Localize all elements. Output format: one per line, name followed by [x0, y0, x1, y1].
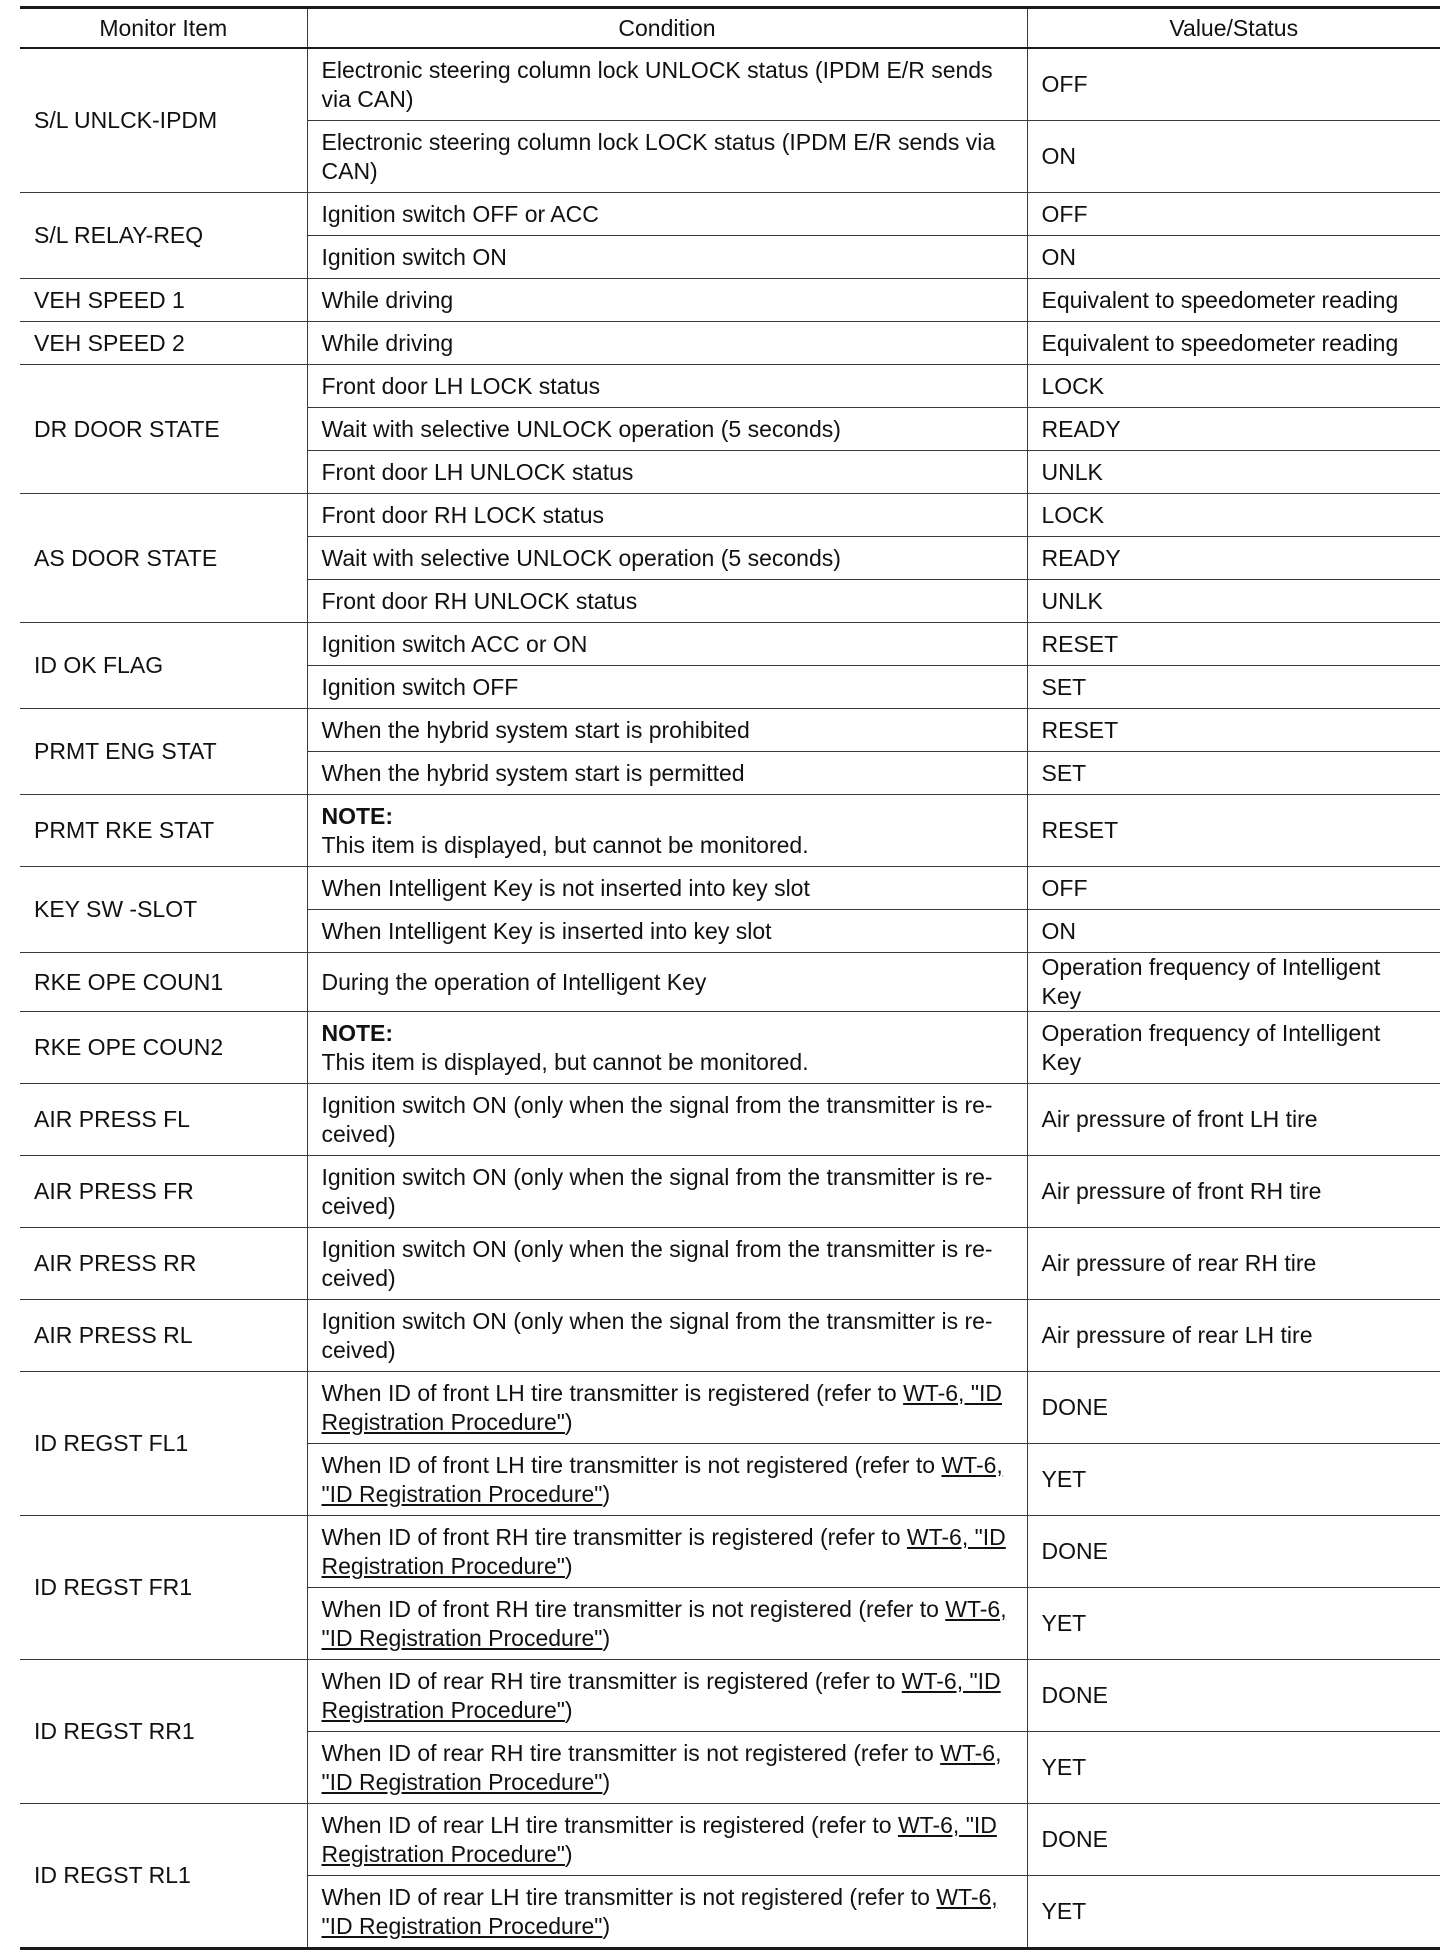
- condition-cell: When the hybrid system start is prohibited: [307, 709, 1027, 752]
- condition-text: When ID of front RH tire transmitter is not registered (refer to: [321, 1595, 939, 1622]
- monitor-item-cell: KEY SW -SLOT: [20, 867, 307, 953]
- value-cell: READY: [1027, 537, 1440, 580]
- note-text: This item is displayed, but cannot be monitored.: [321, 1048, 809, 1075]
- value-cell: UNLK: [1027, 451, 1440, 494]
- condition-cell: When ID of rear LH tire transmitter is registered (refer to WT-6, "ID Registration Procedure"): [307, 1804, 1027, 1876]
- condition-cell: When ID of rear RH tire transmitter is registered (refer to WT-6, "ID Registration Procedure"): [307, 1660, 1027, 1732]
- condition-text: When ID of front RH tire transmitter is registered (refer to: [321, 1523, 901, 1550]
- condition-text: When ID of front LH tire transmitter is not registered (refer to: [321, 1451, 936, 1478]
- header-value-status: Value/Status: [1027, 8, 1440, 49]
- condition-cell: When ID of front LH tire transmitter is registered (refer to WT-6, "ID Registration Procedure"): [307, 1372, 1027, 1444]
- condition-cell: Ignition switch ON (only when the signal from the transmitter is re-ceived): [307, 1084, 1027, 1156]
- note-label: NOTE:: [321, 802, 394, 829]
- value-cell: ON: [1027, 121, 1440, 193]
- value-cell: SET: [1027, 752, 1440, 795]
- condition-cell: Ignition switch OFF: [307, 666, 1027, 709]
- value-cell: Air pressure of rear RH tire: [1027, 1228, 1440, 1300]
- table-row: [20, 1156, 1440, 1228]
- wt6-reference-link[interactable]: WT-6, "ID Registration Procedure": [321, 1523, 1006, 1579]
- value-cell: YET: [1027, 1876, 1440, 1949]
- value-cell: LOCK: [1027, 365, 1440, 408]
- monitor-item-cell: AS DOOR STATE: [20, 494, 307, 623]
- condition-cell: Ignition switch ON (only when the signal from the transmitter is re-ceived): [307, 1228, 1027, 1300]
- value-cell: ON: [1027, 910, 1440, 953]
- condition-cell: Front door RH UNLOCK status: [307, 580, 1027, 623]
- monitor-item-cell: ID REGST RR1: [20, 1660, 307, 1804]
- value-cell: DONE: [1027, 1804, 1440, 1876]
- monitor-item-cell: AIR PRESS RR: [20, 1228, 307, 1300]
- table-row: [20, 623, 1440, 666]
- condition-cell: While driving: [307, 322, 1027, 365]
- value-cell: RESET: [1027, 623, 1440, 666]
- table-row: [20, 1084, 1440, 1156]
- table-row: [20, 1804, 1440, 1876]
- monitor-item-cell: PRMT ENG STAT: [20, 709, 307, 795]
- condition-text: When ID of rear LH tire transmitter is not registered (refer to: [321, 1883, 930, 1910]
- header-condition: Condition: [307, 8, 1027, 49]
- condition-cell: When ID of rear RH tire transmitter is not registered (refer to WT-6, "ID Registration Procedure"): [307, 1732, 1027, 1804]
- value-cell: Air pressure of rear LH tire: [1027, 1300, 1440, 1372]
- table-row: [20, 709, 1440, 752]
- condition-cell: Front door RH LOCK status: [307, 494, 1027, 537]
- condition-cell: Front door LH LOCK status: [307, 365, 1027, 408]
- value-cell: OFF: [1027, 48, 1440, 121]
- table-row: [20, 322, 1440, 365]
- value-cell: Air pressure of front LH tire: [1027, 1084, 1440, 1156]
- condition-cell: Ignition switch ON (only when the signal from the transmitter is re-ceived): [307, 1156, 1027, 1228]
- table-row: [20, 795, 1440, 867]
- value-cell: YET: [1027, 1444, 1440, 1516]
- monitor-item-cell: AIR PRESS FR: [20, 1156, 307, 1228]
- monitor-item-cell: S/L RELAY-REQ: [20, 193, 307, 279]
- note-text: This item is displayed, but cannot be monitored.: [321, 831, 809, 858]
- condition-cell: When ID of front RH tire transmitter is not registered (refer to WT-6, "ID Registration Procedure"): [307, 1588, 1027, 1660]
- monitor-item-cell: AIR PRESS RL: [20, 1300, 307, 1372]
- value-cell: DONE: [1027, 1660, 1440, 1732]
- monitor-item-cell: ID REGST FR1: [20, 1516, 307, 1660]
- condition-text: When ID of rear RH tire transmitter is registered (refer to: [321, 1667, 896, 1694]
- table-row: [20, 1300, 1440, 1372]
- value-cell: UNLK: [1027, 580, 1440, 623]
- monitor-item-cell: VEH SPEED 1: [20, 279, 307, 322]
- condition-cell: Ignition switch ON (only when the signal from the transmitter is re-ceived): [307, 1300, 1027, 1372]
- monitor-item-cell: PRMT RKE STAT: [20, 795, 307, 867]
- condition-cell: Electronic steering column lock LOCK status (IPDM E/R sends via CAN): [307, 121, 1027, 193]
- table-row: [20, 1012, 1440, 1084]
- condition-cell: Wait with selective UNLOCK operation (5 seconds): [307, 537, 1027, 580]
- condition-text: When ID of rear LH tire transmitter is registered (refer to: [321, 1811, 892, 1838]
- table-row: [20, 1516, 1440, 1588]
- table-row: [20, 279, 1440, 322]
- table-header-row: [20, 8, 1440, 49]
- wt6-reference-link[interactable]: WT-6, "ID Registration Procedure": [321, 1667, 1001, 1723]
- condition-cell: Electronic steering column lock UNLOCK status (IPDM E/R sends via CAN): [307, 48, 1027, 121]
- table-row: [20, 193, 1440, 236]
- value-cell: DONE: [1027, 1372, 1440, 1444]
- condition-text: When ID of front LH tire transmitter is registered (refer to: [321, 1379, 897, 1406]
- wt6-reference-link[interactable]: WT-6, "ID Registration Procedure": [321, 1883, 998, 1939]
- value-cell: Air pressure of front RH tire: [1027, 1156, 1440, 1228]
- value-cell: OFF: [1027, 867, 1440, 910]
- value-cell: SET: [1027, 666, 1440, 709]
- monitor-item-cell: ID REGST FL1: [20, 1372, 307, 1516]
- condition-cell: When Intelligent Key is not inserted into key slot: [307, 867, 1027, 910]
- condition-cell: When ID of rear LH tire transmitter is not registered (refer to WT-6, "ID Registration Procedure"): [307, 1876, 1027, 1949]
- condition-text: When ID of rear RH tire transmitter is not registered (refer to: [321, 1739, 934, 1766]
- value-cell: YET: [1027, 1588, 1440, 1660]
- value-cell: LOCK: [1027, 494, 1440, 537]
- wt6-reference-link[interactable]: WT-6, "ID Registration Procedure": [321, 1379, 1002, 1435]
- note-cell: [307, 795, 1027, 867]
- condition-cell: When ID of front RH tire transmitter is registered (refer to WT-6, "ID Registration Procedure"): [307, 1516, 1027, 1588]
- condition-cell: When Intelligent Key is inserted into key slot: [307, 910, 1027, 953]
- table-row: [20, 1372, 1440, 1444]
- note-label: NOTE:: [321, 1019, 394, 1046]
- monitor-item-cell: AIR PRESS FL: [20, 1084, 307, 1156]
- value-cell: Equivalent to speedometer reading: [1027, 279, 1440, 322]
- value-cell: OFF: [1027, 193, 1440, 236]
- condition-cell: Wait with selective UNLOCK operation (5 seconds): [307, 408, 1027, 451]
- table-row: [20, 1228, 1440, 1300]
- table-row: [20, 1660, 1440, 1732]
- wt6-reference-link[interactable]: WT-6, "ID Registration Procedure": [321, 1811, 997, 1867]
- value-cell: READY: [1027, 408, 1440, 451]
- value-cell: Operation frequency of Intelligent Key: [1027, 1012, 1440, 1084]
- value-cell: Operation frequency of Intelligent Key: [1027, 953, 1440, 1012]
- condition-cell: Ignition switch ON: [307, 236, 1027, 279]
- table-row: [20, 48, 1440, 121]
- condition-cell: When the hybrid system start is permitted: [307, 752, 1027, 795]
- monitor-item-cell: VEH SPEED 2: [20, 322, 307, 365]
- value-cell: YET: [1027, 1732, 1440, 1804]
- value-cell: ON: [1027, 236, 1440, 279]
- value-cell: Equivalent to speedometer reading: [1027, 322, 1440, 365]
- header-monitor-item: Monitor Item: [20, 8, 307, 49]
- monitor-item-cell: RKE OPE COUN2: [20, 1012, 307, 1084]
- monitor-item-table: [20, 6, 1440, 1950]
- condition-cell: Ignition switch OFF or ACC: [307, 193, 1027, 236]
- wt6-reference-link[interactable]: WT-6, "ID Registration Procedure": [321, 1739, 1002, 1795]
- condition-cell: Ignition switch ACC or ON: [307, 623, 1027, 666]
- monitor-item-cell: RKE OPE COUN1: [20, 953, 307, 1012]
- monitor-item-cell: ID REGST RL1: [20, 1804, 307, 1949]
- value-cell: DONE: [1027, 1516, 1440, 1588]
- table-row: [20, 365, 1440, 408]
- value-cell: RESET: [1027, 709, 1440, 752]
- wt6-reference-link[interactable]: WT-6, "ID Registration Procedure": [321, 1451, 1003, 1507]
- monitor-item-cell: ID OK FLAG: [20, 623, 307, 709]
- condition-cell: While driving: [307, 279, 1027, 322]
- monitor-item-cell: S/L UNLCK-IPDM: [20, 48, 307, 193]
- condition-cell: During the operation of Intelligent Key: [307, 953, 1027, 1012]
- condition-cell: Front door LH UNLOCK status: [307, 451, 1027, 494]
- table-row: [20, 494, 1440, 537]
- monitor-item-cell: DR DOOR STATE: [20, 365, 307, 494]
- table-row: [20, 953, 1440, 1012]
- note-cell: [307, 1012, 1027, 1084]
- monitor-item-table-page: [20, 6, 1440, 1950]
- condition-cell: When ID of front LH tire transmitter is not registered (refer to WT-6, "ID Registration Procedure"): [307, 1444, 1027, 1516]
- wt6-reference-link[interactable]: WT-6, "ID Registration Procedure": [321, 1595, 1007, 1651]
- table-row: [20, 867, 1440, 910]
- value-cell: RESET: [1027, 795, 1440, 867]
